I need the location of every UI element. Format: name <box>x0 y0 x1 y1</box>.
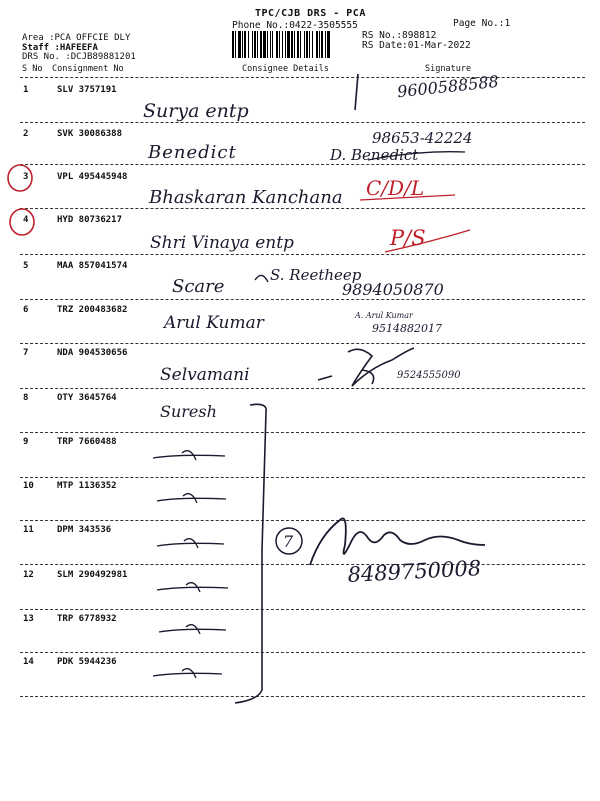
column-header-signature: Signature <box>425 64 472 74</box>
row-consignment: OTY 3645764 <box>57 393 117 403</box>
row-sno: 6 <box>23 305 29 315</box>
row-5-signature-stroke <box>255 275 268 282</box>
row-consignment: DPM 343536 <box>57 525 112 535</box>
row-signature: D. Benedict <box>330 146 419 164</box>
row-4-red-stroke <box>385 230 470 252</box>
row-3-red-stroke <box>360 195 455 200</box>
row-sno: 5 <box>23 261 29 271</box>
row-sno: 13 <box>23 614 34 624</box>
row-consignment: PDK 5944236 <box>57 657 117 667</box>
row-phone: 9524555090 <box>397 370 461 381</box>
row-consignment: SLV 3757191 <box>57 85 117 95</box>
row-consignment: VPL 495445948 <box>57 172 128 182</box>
row-consignee: Scare <box>172 276 225 297</box>
area-label: Area :PCA OFFCIE DLY <box>22 33 131 43</box>
document-title: TPC/CJB DRS - PCA <box>255 8 366 19</box>
phone-number: Phone No.:0422-3505555 <box>232 20 358 31</box>
row-2-signature-stroke <box>368 152 465 160</box>
row-consignee: Surya entp <box>143 100 249 122</box>
row-signature: C/D/L <box>366 176 425 200</box>
column-header-sno: S No <box>22 64 43 74</box>
row-consignment: HYD 80736217 <box>57 215 123 225</box>
row-sno: 3 <box>23 172 29 182</box>
row-consignment: TRZ 200483682 <box>57 305 128 315</box>
ditto-mark-row-14 <box>153 669 222 678</box>
row-sno: 14 <box>23 657 34 667</box>
circled-mark-text: 7 <box>283 532 294 551</box>
row-consignee: Suresh <box>160 402 217 421</box>
row-sno: 11 <box>23 525 34 535</box>
row-sno: 2 <box>23 129 29 139</box>
column-header-consignee: Consignee Details <box>242 64 329 74</box>
rs-date: RS Date:01-Mar-2022 <box>362 40 471 51</box>
row-3-circle-mark <box>8 165 32 191</box>
row-phone: 98653-42224 <box>372 129 473 147</box>
row-1-signature-stroke <box>355 74 358 110</box>
row-7-signature-scribble <box>318 348 414 386</box>
row-sno: 10 <box>23 481 34 491</box>
ditto-mark-row-13 <box>159 625 226 634</box>
row-phone: 9894050870 <box>342 280 444 299</box>
group-phone: 8489750008 <box>347 556 482 587</box>
row-consignee: Arul Kumar <box>164 313 264 333</box>
ditto-mark-row-10 <box>157 494 226 503</box>
row-consignment: SLM 290492981 <box>57 570 128 580</box>
row-consignment: MTP 1136352 <box>57 481 117 491</box>
row-consignment: MAA 857041574 <box>57 261 128 271</box>
row-consignee: Shri Vinaya entp <box>150 233 294 253</box>
ditto-mark-row-9 <box>153 451 225 460</box>
drs-number: DRS No. :DCJB89881201 <box>22 52 136 62</box>
row-consignee: Benedict <box>148 142 237 163</box>
row-signature: A. Arul Kumar <box>355 311 413 320</box>
row-sno: 7 <box>23 348 29 358</box>
rs-number: RS No.:898812 <box>362 30 437 41</box>
row-sno: 12 <box>23 570 34 580</box>
row-consignment: TRP 6778932 <box>57 614 117 624</box>
row-phone: 9514882017 <box>372 322 442 335</box>
row-signature: S. Reetheep <box>270 266 362 284</box>
ditto-mark-row-12 <box>157 583 228 592</box>
row-sno: 9 <box>23 437 29 447</box>
group-bracket <box>235 404 266 703</box>
column-header-consignment: Consignment No <box>52 64 124 74</box>
row-consignee: Selvamani <box>160 365 250 385</box>
staff-label: Staff :HAFEEFA <box>22 43 98 53</box>
page-number: Page No.:1 <box>453 18 511 29</box>
row-sno: 8 <box>23 393 29 403</box>
row-signature: P/S <box>390 226 426 250</box>
row-sno: 4 <box>23 215 29 225</box>
ditto-mark-row-11 <box>157 539 224 548</box>
row-consignment: TRP 7660488 <box>57 437 117 447</box>
row-sno: 1 <box>23 85 29 95</box>
row-4-circle-mark <box>10 209 34 235</box>
row-consignment: NDA 904530656 <box>57 348 128 358</box>
row-consignment: SVK 30086388 <box>57 129 123 139</box>
row-consignee: Bhaskaran Kanchana <box>149 187 343 208</box>
row-signature: 9600588588 <box>396 71 500 102</box>
